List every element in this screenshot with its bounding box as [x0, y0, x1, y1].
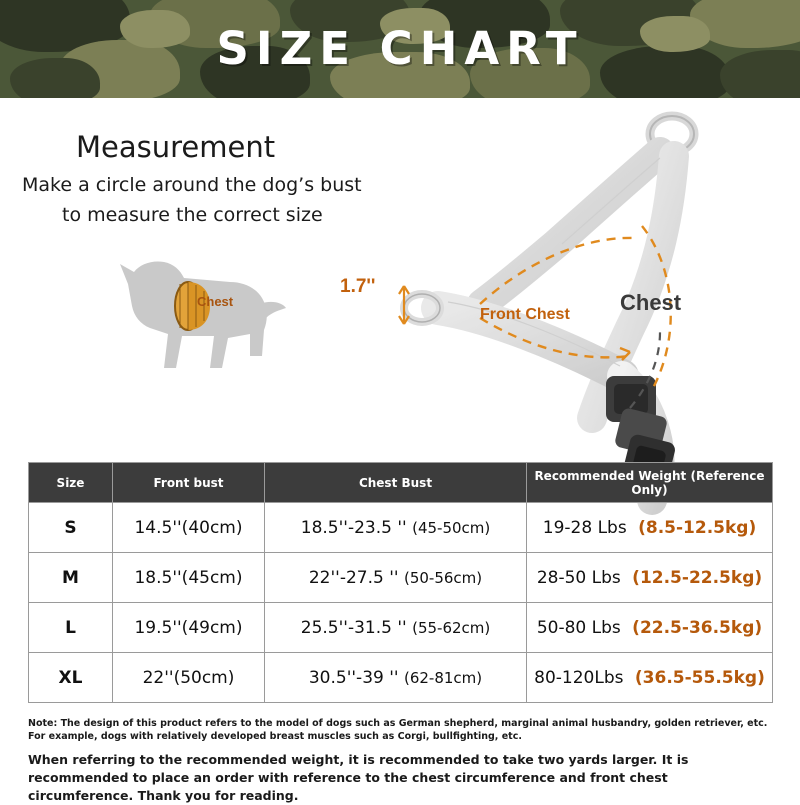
- table-row: [29, 553, 773, 603]
- weight-lbs: 28-50 Lbs: [536, 567, 621, 588]
- column-header-front-bust: Front bust: [113, 463, 265, 503]
- cell-chest-bust: [265, 553, 527, 603]
- cell-chest-bust: [265, 503, 527, 553]
- chest-bust-imperial: 25.5''-31.5 '': [300, 617, 407, 638]
- cell-weight: [527, 653, 773, 703]
- chest-bust-imperial: 30.5''-39 '': [308, 667, 399, 688]
- measurement-heading: Measurement: [76, 130, 276, 164]
- weight-lbs: 80-120Lbs: [534, 667, 624, 688]
- dog-silhouette-illustration: [110, 248, 300, 393]
- front-chest-callout: Front Chest: [480, 306, 570, 323]
- strap-width-callout: 1.7'': [340, 276, 376, 297]
- cell-chest-bust: [265, 653, 527, 703]
- cell-front-bust: 14.5''(40cm): [113, 503, 265, 553]
- table-body: [29, 503, 773, 703]
- chest-bust-imperial: 22''-27.5 '': [308, 567, 399, 588]
- chest-bust-metric: (55-62cm): [412, 618, 491, 637]
- cell-weight: [527, 553, 773, 603]
- chest-callout: Chest: [620, 290, 682, 315]
- weight-kg: (36.5-55.5kg): [634, 667, 765, 688]
- measurement-section: [0, 98, 800, 458]
- column-header-recommended-weight: Recommended Weight (Reference Only): [527, 463, 773, 503]
- chest-bust-metric: (62-81cm): [403, 668, 483, 687]
- cell-chest-bust: [265, 603, 527, 653]
- weight-kg: (12.5-22.5kg): [632, 567, 763, 588]
- column-header-chest-bust: Chest Bust: [265, 463, 527, 503]
- table-row: [29, 503, 773, 553]
- cell-front-bust: 18.5''(45cm): [113, 553, 265, 603]
- size-table-wrapper: [28, 462, 772, 703]
- table-row: [29, 603, 773, 653]
- measurement-instruction-line1: Make a circle around the dog’s bust: [22, 174, 362, 196]
- cell-size: M: [29, 553, 113, 603]
- measurement-instruction-line2: to measure the correct size: [62, 204, 323, 226]
- note-design-reference: Note: The design of this product refers to the model of dogs such as German shepherd, marginal animal husbandry, golden retriever, etc. For example, dogs with relatively developed breast muscles such as Corgi, bullfighting, etc.: [28, 718, 768, 742]
- column-header-size: Size: [29, 463, 113, 503]
- cell-front-bust: 22''(50cm): [113, 653, 265, 703]
- cell-weight: [527, 503, 773, 553]
- cell-weight: [527, 603, 773, 653]
- chest-bust-imperial: 18.5''-23.5 '': [300, 517, 407, 538]
- cell-front-bust: 19.5''(49cm): [113, 603, 265, 653]
- weight-lbs: 50-80 Lbs: [536, 617, 621, 638]
- table-row: [29, 653, 773, 703]
- notes-section: [28, 718, 772, 805]
- note-sizing-advice: When referring to the recommended weight, it is recommended to take two yards larger. It is recommended to place an order with reference to the chest circumference and front chest circumference. Thank you for reading.: [28, 751, 689, 803]
- table-header-row: [29, 463, 773, 503]
- weight-kg: (22.5-36.5kg): [632, 617, 763, 638]
- header-banner: [0, 0, 800, 98]
- weight-kg: (8.5-12.5kg): [638, 517, 757, 538]
- cell-size: XL: [29, 653, 113, 703]
- table-header: [29, 463, 773, 503]
- cell-size: S: [29, 503, 113, 553]
- size-chart-table: [28, 462, 773, 703]
- weight-lbs: 19-28 Lbs: [542, 517, 627, 538]
- page-title: SIZE CHART: [216, 22, 584, 75]
- chest-bust-metric: (45-50cm): [412, 518, 491, 537]
- cell-size: L: [29, 603, 113, 653]
- dog-chest-label: Chest: [197, 294, 234, 309]
- chest-bust-metric: (50-56cm): [403, 568, 483, 587]
